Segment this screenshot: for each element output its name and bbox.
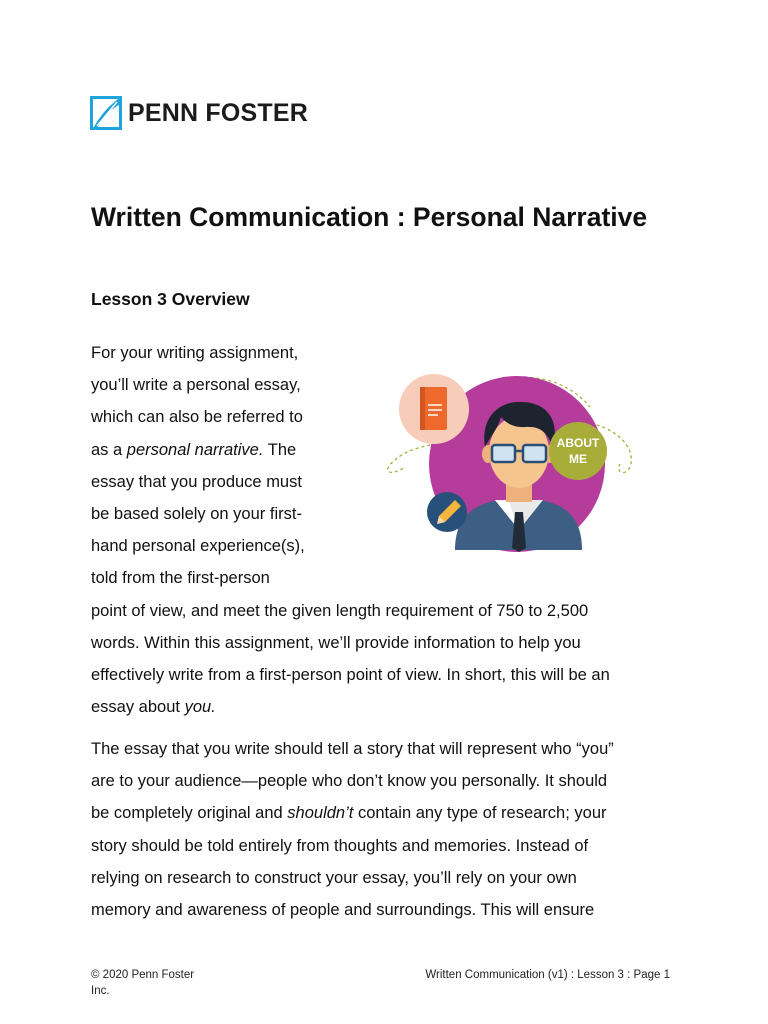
text-line: hand personal experience(s), [91, 537, 305, 556]
document-title: Written Communication : Personal Narrative [91, 202, 648, 232]
text-line: you’ll write a personal essay, [91, 376, 301, 395]
paragraph-story [91, 733, 691, 926]
text-line: story should be told entirely from thoughts and memories. Instead of [91, 836, 589, 855]
footer-page-info: Written Communication (v1) : Lesson 3 : Page 1 [425, 969, 670, 981]
text-line: relying on research to construct your essay, you’ll rely on your own [91, 868, 577, 887]
emphasis-text: you. [184, 698, 216, 717]
quill-logo-icon [90, 96, 124, 130]
text-line: memory and awareness of people and surroundings. This will ensure [91, 901, 595, 920]
penn-foster-logo [90, 96, 308, 130]
text-line [91, 797, 691, 829]
footer-line: © 2020 Penn Foster [91, 969, 195, 981]
emphasis-text: personal narrative. [126, 440, 264, 459]
text-run: The [263, 440, 297, 459]
text-run: contain any type of research; your [353, 804, 607, 823]
text-line: which can also be referred to [91, 408, 303, 427]
text-line: point of view, and meet the given length requirement of 750 to 2,500 [91, 601, 589, 620]
lesson-heading: Lesson 3 Overview [91, 289, 250, 309]
text-line: The essay that you write should tell a story that will represent who “you” [91, 740, 614, 758]
about-me-illustration [375, 372, 645, 552]
text-line: For your writing assignment, [91, 344, 299, 362]
text-line: are to your audience—people who don’t know you personally. It should [91, 772, 608, 791]
footer-line: Inc. [91, 985, 110, 997]
badge-text-line-2: ME [569, 452, 587, 466]
footer-copyright [91, 967, 231, 999]
text-line: be based solely on your first- [91, 505, 302, 524]
text-line: essay that you produce must [91, 472, 302, 491]
text-run: as a [91, 440, 127, 459]
text-line: words. Within this assignment, we’ll provide information to help you [91, 633, 581, 652]
text-run: essay about [91, 698, 185, 717]
text-line: effectively write from a first-person point of view. In short, this will be an [91, 666, 610, 685]
logo-text: PENN FOSTER [128, 98, 308, 127]
text-run: be completely original and [91, 804, 288, 823]
about-me-badge [549, 422, 607, 480]
text-line: told from the first-person [91, 569, 270, 588]
text-line [91, 691, 691, 723]
badge-text-line-1: ABOUT [556, 436, 600, 450]
emphasis-text: shouldn’t [287, 804, 354, 823]
